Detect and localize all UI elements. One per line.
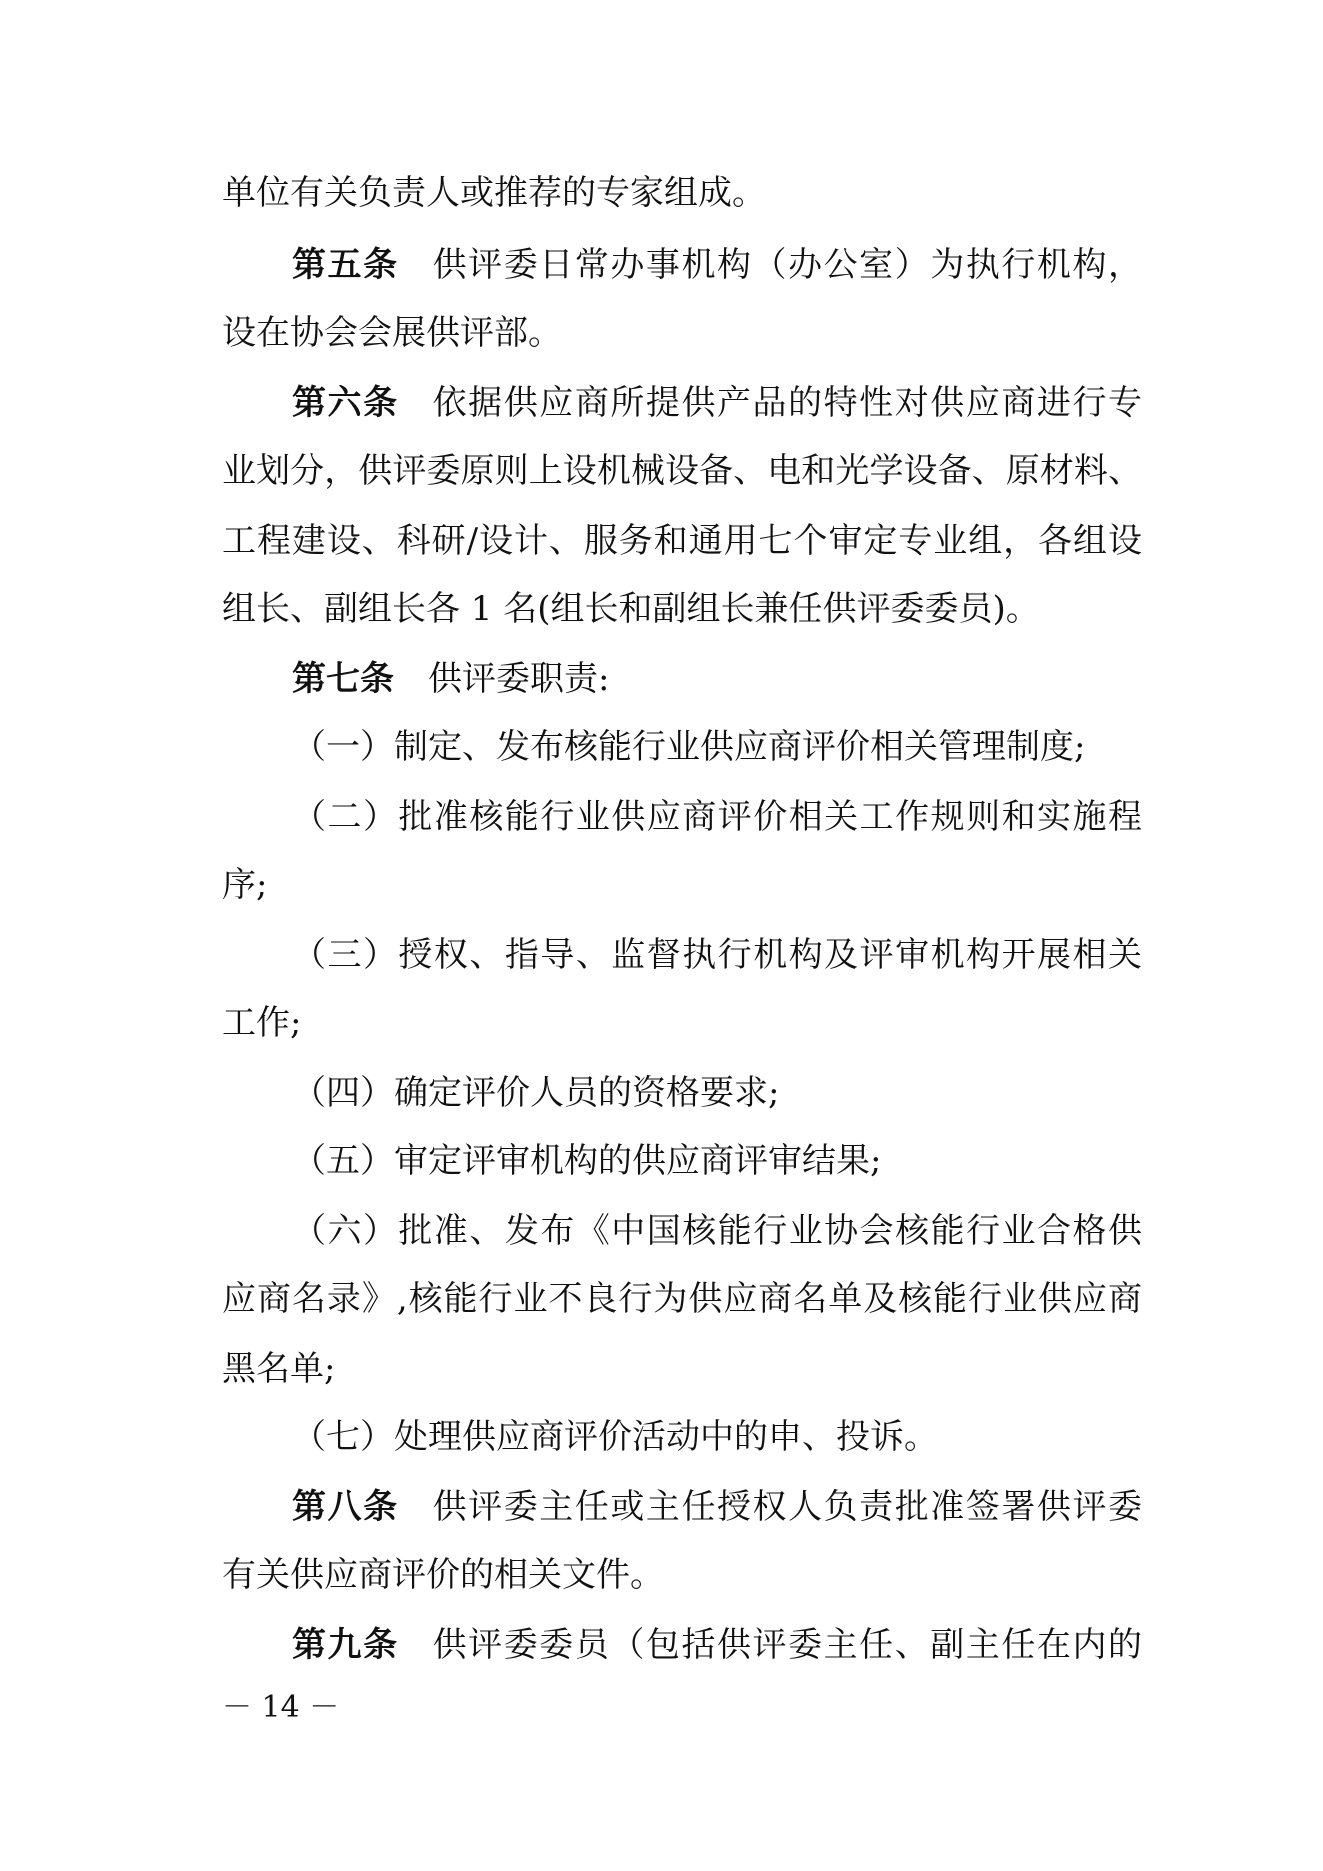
article-5-line	[292, 242, 1142, 288]
paragraph-line	[222, 862, 1142, 908]
list-item-line	[292, 1070, 1142, 1116]
line-text: 组长、副组长各 1 名(组长和副组长兼任供评委委员)。	[222, 589, 1040, 629]
line-text: （五）审定评审机构的供应商评审结果;	[292, 1141, 882, 1181]
paragraph-line	[222, 586, 1142, 632]
line-text: （一）制定、发布核能行业供应商评价相关管理制度;	[292, 727, 1086, 767]
line-text: （四）确定评价人员的资格要求;	[292, 1073, 780, 1113]
line-text: （三）授权、指导、监督执行机构及评审机构开展相关	[292, 935, 1142, 975]
line-text: 单位有关负责人或推荐的专家组成。	[222, 173, 766, 213]
paragraph-line	[222, 448, 1142, 494]
paragraph-line	[222, 1346, 1142, 1392]
line-text: 供评委主任或主任授权人负责批准签署供评委	[432, 1487, 1143, 1527]
article-heading: 第八条	[292, 1487, 399, 1527]
line-text: 黑名单;	[222, 1349, 336, 1389]
list-item-line	[292, 724, 1142, 770]
article-9-line	[292, 1622, 1142, 1668]
line-text: 序;	[222, 865, 268, 905]
line-text: 应商名录》,核能行业不良行为供应商名单及核能行业供应商	[222, 1279, 1142, 1319]
line-text: （六）批准、发布《中国核能行业协会核能行业合格供	[292, 1211, 1142, 1251]
paragraph-line	[222, 1276, 1142, 1322]
line-text: 工作;	[222, 1003, 302, 1043]
paragraph-line	[222, 310, 1142, 356]
line-text: 业划分，供评委原则上设机械设备、电和光学设备、原材料、	[222, 451, 1142, 491]
paragraph-line	[222, 1000, 1142, 1046]
line-text: 依据供应商所提供产品的特性对供应商进行专	[432, 383, 1143, 423]
line-text: 供评委委员（包括供评委主任、副主任在内的	[432, 1625, 1143, 1665]
list-item-line	[292, 1138, 1142, 1184]
article-heading: 第七条	[292, 659, 394, 699]
article-6-line	[292, 380, 1142, 426]
paragraph-line	[222, 518, 1142, 564]
line-text: （二）批准核能行业供应商评价相关工作规则和实施程	[292, 797, 1142, 837]
line-text: 供评委日常办事机构（办公室）为执行机构，	[432, 245, 1143, 285]
list-item-line	[292, 1414, 1142, 1460]
article-8-line	[292, 1484, 1142, 1530]
page-number: － 14 －	[222, 1690, 340, 1725]
line-text: 有关供应商评价的相关文件。	[222, 1555, 664, 1595]
article-heading: 第九条	[292, 1625, 399, 1665]
list-item-line	[292, 1208, 1142, 1254]
line-text: 设在协会会展供评部。	[222, 313, 562, 353]
line-text: （七）处理供应商评价活动中的申、投诉。	[292, 1417, 938, 1457]
article-heading: 第五条	[292, 245, 399, 285]
paragraph-line	[222, 170, 1142, 216]
list-item-line	[292, 794, 1142, 840]
line-text: 工程建设、科研/设计、服务和通用七个审定专业组，各组设	[222, 521, 1142, 561]
article-heading: 第六条	[292, 383, 399, 423]
paragraph-line	[222, 1552, 1142, 1598]
list-item-line	[292, 932, 1142, 978]
line-text: 供评委职责:	[428, 659, 610, 699]
article-7-line	[292, 656, 1142, 702]
